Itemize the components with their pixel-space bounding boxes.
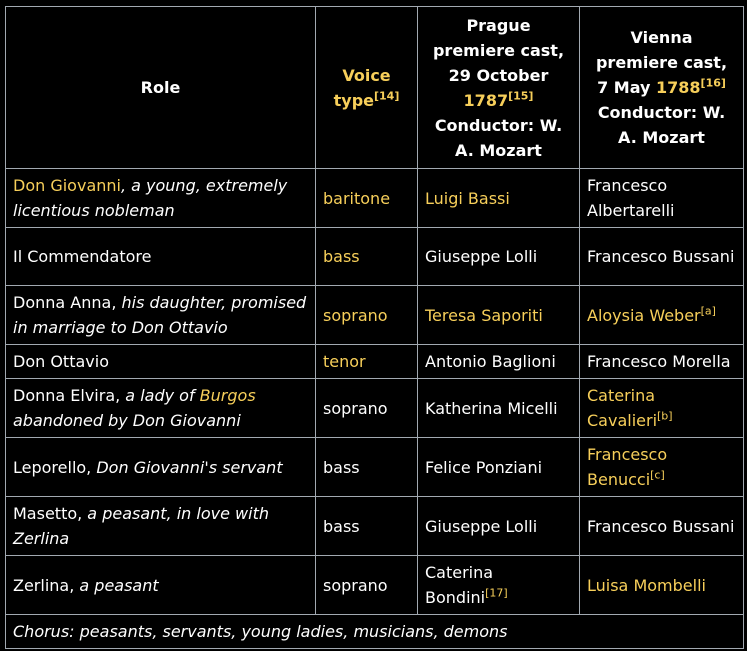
note-ref[interactable]: [c] (650, 468, 665, 482)
table-row (6, 438, 744, 497)
role-cell (6, 286, 316, 345)
singer-name: Giuseppe Lolli (425, 247, 538, 266)
singer-name: Giuseppe Lolli (425, 516, 538, 536)
singer-name: Francesco Bussani (587, 247, 735, 266)
prague-conductor: Conductor: W. A. Mozart (434, 115, 563, 160)
role-description: abandoned by Don Giovanni (13, 411, 241, 430)
voice-cell (316, 345, 418, 379)
singer-name: Felice Ponziani (425, 457, 543, 477)
prague-cell (418, 556, 580, 615)
voice-link[interactable]: bass (323, 247, 360, 266)
table-footer-row (6, 615, 744, 649)
voice-cell (316, 497, 418, 556)
voice-link[interactable]: tenor (323, 352, 366, 371)
singer-link[interactable]: Luigi Bassi (425, 188, 510, 208)
role-name: Il Commendatore (13, 247, 152, 266)
table-row (6, 169, 744, 228)
note-ref[interactable]: [a] (700, 304, 716, 318)
prague-ref[interactable]: [15] (508, 89, 534, 103)
role-link[interactable]: Don Giovanni (13, 176, 121, 195)
singer-name: Francesco Albertarelli (587, 176, 675, 220)
vienna-heading: Vienna premiere cast, (595, 28, 728, 72)
vienna-ref[interactable]: [16] (700, 76, 726, 90)
vienna-date: 7 May (597, 78, 651, 97)
voice-cell (316, 286, 418, 345)
table-header-row (6, 7, 744, 169)
role-cell (6, 345, 316, 379)
header-prague-premiere (418, 7, 580, 169)
burgos-link[interactable]: Burgos (199, 386, 256, 405)
role-description: a peasant, in love with Zerlina (13, 504, 269, 548)
role-description: a peasant (74, 575, 159, 595)
prague-year-link[interactable]: 1787 (463, 90, 509, 110)
role-name: Don Ottavio (13, 352, 109, 371)
role-description: his daughter, promised in marriage to Don Ottavio (13, 293, 307, 337)
role-name: Donna Anna, (13, 293, 117, 312)
role-cell (6, 169, 316, 228)
singer-link[interactable]: Aloysia Weber (587, 305, 701, 325)
singer-name: Antonio Baglioni (425, 352, 556, 371)
singer-link[interactable]: Francesco Benucci (587, 445, 668, 489)
voice-name: bass (323, 516, 360, 536)
vienna-year-link[interactable]: 1788 (656, 78, 701, 97)
table-row (6, 497, 744, 556)
prague-cell (418, 497, 580, 556)
voice-cell (316, 556, 418, 615)
role-name: Zerlina, (13, 575, 75, 595)
voice-name: soprano (323, 575, 388, 595)
voice-name: soprano (323, 398, 388, 418)
voice-link[interactable]: soprano (323, 305, 388, 325)
prague-date: 29 October (448, 65, 549, 85)
vienna-cell (580, 228, 744, 286)
table-row (6, 286, 744, 345)
role-description: Don Giovanni's servant (91, 457, 283, 477)
singer-link[interactable]: Luisa Mombelli (587, 575, 706, 595)
voice-type-ref[interactable]: [14] (374, 89, 400, 103)
vienna-cell (580, 556, 744, 615)
header-voice-type (316, 7, 418, 169)
role-cell (6, 228, 316, 286)
voice-cell (316, 438, 418, 497)
prague-cell (418, 438, 580, 497)
prague-cell (418, 169, 580, 228)
vienna-cell (580, 286, 744, 345)
singer-name: Francesco Bussani (587, 516, 735, 536)
note-ref[interactable]: [17] (485, 586, 508, 600)
prague-cell (418, 286, 580, 345)
role-cell (6, 438, 316, 497)
prague-heading: Prague premiere cast, (432, 15, 565, 60)
header-vienna-premiere (580, 7, 744, 169)
role-description: , a young, extremely licentious nobleman (13, 176, 288, 220)
prague-cell (418, 228, 580, 286)
singer-name: Katherina Micelli (425, 398, 558, 418)
prague-cell (418, 379, 580, 438)
table-row (6, 556, 744, 615)
table-row (6, 345, 744, 379)
vienna-cell (580, 497, 744, 556)
vienna-conductor: Conductor: W. A. Mozart (597, 103, 726, 147)
vienna-cell (580, 345, 744, 379)
voice-cell (316, 228, 418, 286)
singer-link[interactable]: Caterina Cavalieri (587, 386, 658, 430)
voice-cell (316, 379, 418, 438)
role-description-pre: a lady of (120, 386, 200, 405)
table-row (6, 379, 744, 438)
vienna-cell (580, 169, 744, 228)
vienna-cell (580, 438, 744, 497)
role-name: Donna Elvira, (13, 386, 121, 405)
voice-cell (316, 169, 418, 228)
vienna-cell (580, 379, 744, 438)
role-cell (6, 556, 316, 615)
singer-name: Caterina Bondini (425, 563, 494, 607)
table-row (6, 228, 744, 286)
note-ref[interactable]: [b] (657, 409, 673, 423)
role-cell (6, 379, 316, 438)
chorus-note: Chorus: peasants, servants, young ladies, musicians, demons (6, 615, 744, 649)
role-name: Masetto, (13, 504, 83, 523)
role-cell (6, 497, 316, 556)
singer-link[interactable]: Teresa Saporiti (425, 305, 543, 325)
singer-name: Francesco Morella (587, 352, 731, 371)
roles-table (5, 6, 744, 649)
voice-link[interactable]: baritone (323, 188, 391, 208)
role-name: Leporello, (13, 457, 92, 477)
voice-type-link[interactable]: Voice type (333, 65, 391, 110)
prague-cell (418, 345, 580, 379)
header-role: Role (6, 7, 316, 169)
voice-name: bass (323, 457, 360, 477)
